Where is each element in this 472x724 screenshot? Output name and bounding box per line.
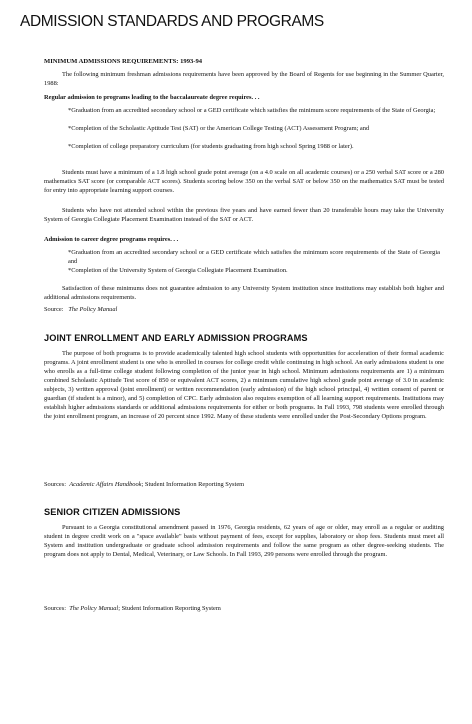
source-title: The Policy Manual — [68, 306, 118, 313]
career-bullet-1: *Graduation from an accredited secondary school or a GED certificate which satisfies the minimum score requirements of the State of Georgia and — [68, 249, 440, 265]
intro-paragraph: The following minimum freshman admissions requirements have been approved by the Board of Regents for use beginning in the Summer Quarter, 1988: — [44, 71, 444, 87]
regular-bullet-2: *Completion of the Scholastic Aptitude Test (SAT) or the American College Testing (ACT) Assessment Program; and — [68, 125, 370, 132]
minimum-requirements-heading: MINIMUM ADMISSIONS REQUIREMENTS: 1993-94 — [44, 58, 203, 65]
source-title: The Policy Manual — [69, 605, 119, 612]
source-label: Sources: — [44, 481, 67, 488]
source-title: Academic Affairs Handbook — [69, 481, 142, 488]
section3-source — [44, 605, 221, 612]
satisfaction-paragraph: Satisfaction of these minimums does not guarantee admission to any University System institution since institutions may establish both higher and additional admissions requirements. — [44, 285, 444, 301]
gpa-paragraph: Students must have a minimum of a 1.8 high school grade point average (on a 4.0 scale on all academic courses) or a 250 verbal SAT score or a 280 mathematics SAT score (or comparable ACT scores). Students scoring below 350 on the verbal SAT or below 350 on the mathematics SAT must be tested for entry into appropriate learning support courses. — [44, 169, 444, 194]
senior-citizen-paragraph: Pursuant to a Georgia constitutional amendment passed in 1976, Georgia residents, 62 years of age or older, may enroll as a regular or auditing student in degree credit work on a "space available" basis without payment of fees, except for supplies, laboratory or shop fees. Students must meet all System and institution undergraduate or graduate school admission requirements and follow the same program as other degree-seeking students. The program does not apply to Dental, Medical, Veterinary, or Law Schools. In Fall 1993, 299 persons were enrolled through the program. — [44, 524, 444, 558]
career-bullet-2: *Completion of the University System of Georgia Collegiate Placement Examination. — [68, 267, 288, 274]
source-label: Sources: — [44, 605, 67, 612]
regular-bullet-3: *Completion of college preparatory curriculum (for students graduating from high school Spring 1988 or later). — [68, 143, 354, 150]
page-title: ADMISSION STANDARDS AND PROGRAMS — [20, 13, 324, 30]
regular-admission-heading: Regular admission to programs leading to the baccalaureate degree requires. . . — [44, 94, 260, 101]
transfer-paragraph: Students who have not attended school within the previous five years and have earned fewer than 20 transferable hours may take the University System of Georgia Collegiate Placement Examination instead of the SAT or ACT. — [44, 207, 444, 223]
section1-source — [44, 306, 117, 313]
regular-bullet-1: *Graduation from an accredited secondary school or a GED certificate which satisfies the minimum score requirements of the State of Georgia; — [68, 107, 436, 114]
source-rest: ; Student Information Reporting System — [141, 481, 245, 488]
section2-source — [44, 481, 244, 488]
joint-enrollment-heading: JOINT ENROLLMENT AND EARLY ADMISSION PROGRAMS — [44, 333, 308, 343]
source-rest: ; Student Information Reporting System — [118, 605, 221, 612]
source-label: Source: — [44, 306, 64, 313]
career-admission-heading: Admission to career degree programs requires. . . — [44, 236, 179, 243]
senior-citizen-heading: SENIOR CITIZEN ADMISSIONS — [44, 507, 181, 517]
joint-enrollment-paragraph: The purpose of both programs is to provide academically talented high school students with opportunities for acceleration of their formal academic programs. A joint enrollment student is one who is enrolled in courses for college credit while continuing in high school. An early admissions student is one who enrolls as a full-time college student following completion of the junior year in high school. Minimum admissions requirements are 1) a minimum combined Scholastic Aptitude Test score of 850 or equivalent ACT scores, 2) a minimum cumulative high school grade point average of 3.0 in academic subjects, 3) written approval (joint enrollment) or written recommendation (early admission) of the high school principal, 4) written consent of parent or guardian (if student is a minor), and 5) completion of CPC. Early admission also requires exemption of all learning support requirements. Institutions may establish higher admissions standards or additional admissions requirements for either or both programs. In Fall 1993, 798 students were enrolled through the joint enrollment program, an increase of 20 percent since 1992. Many of these students were enrolled under the Post-Secondary Options program. — [44, 350, 444, 420]
